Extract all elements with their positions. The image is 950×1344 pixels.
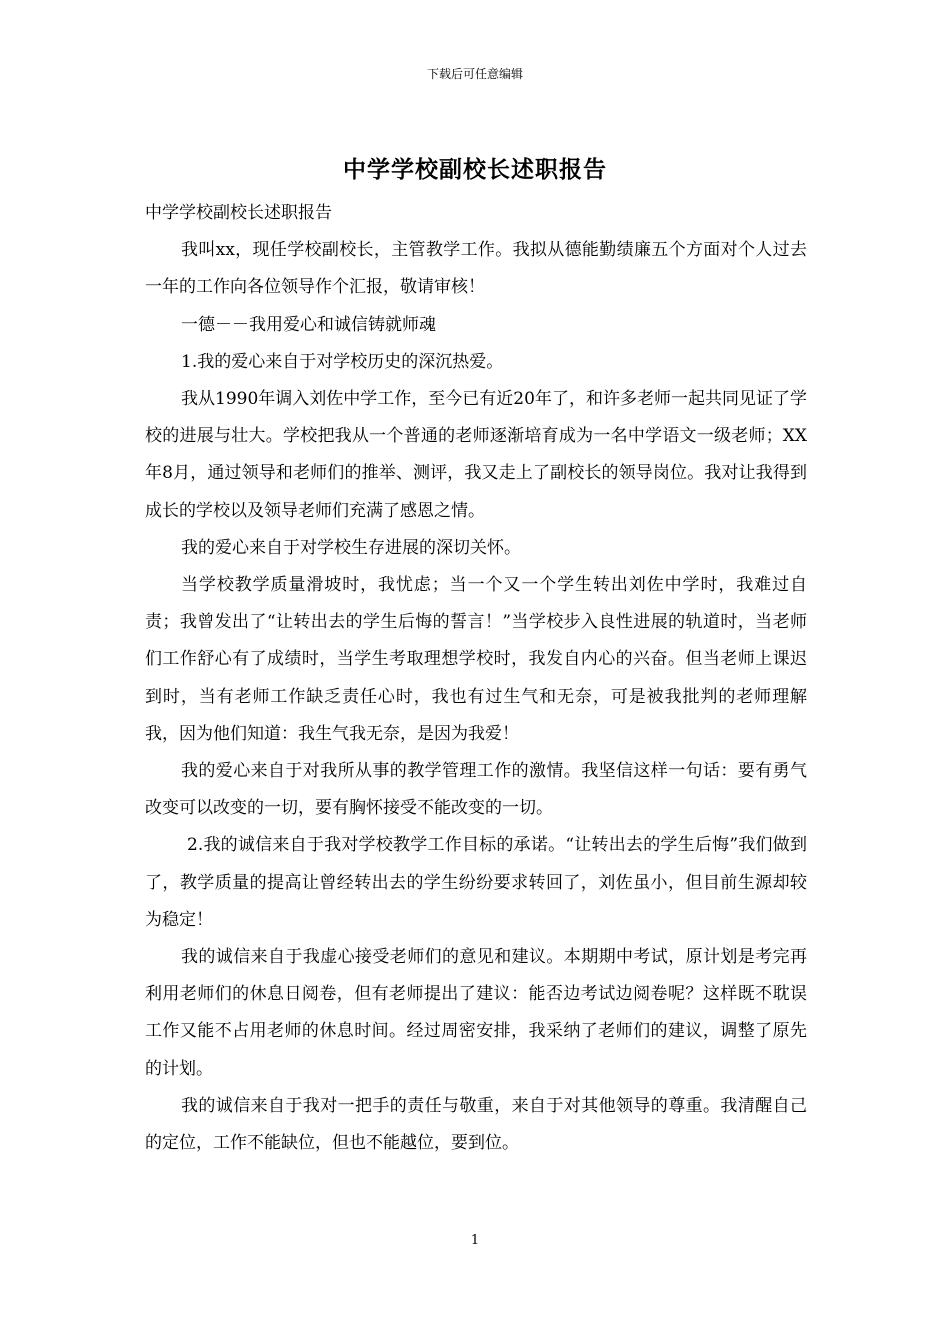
document-body <box>145 195 807 1162</box>
page-header-note: 下载后可任意编辑 <box>426 67 523 81</box>
paragraph-point-1: 1.我的爱心来自于对学校历史的深沉热爱。 <box>181 351 504 372</box>
paragraph-body: 我的爱心来自于对我所从事的教学管理工作的激情。我坚信这样一句话：要有勇气改变可以改变的一切，要有胸怀接受不能改变的一切。 <box>145 761 807 819</box>
paragraph-body: 我的爱心来自于对学校生存进展的深切关怀。 <box>181 537 521 558</box>
paragraph-subtitle: 中学学校副校长述职报告 <box>145 203 332 223</box>
paragraph-section-heading: 一德－－我用爱心和诚信铸就师魂 <box>181 314 436 335</box>
paragraph-intro: 我叫xx，现任学校副校长，主管教学工作。我拟从德能勤绩廉五个方面对个人过去一年的工作向各位领导作个汇报，敬请审核！ <box>145 240 807 298</box>
paragraph-body: 我的诚信来自于我虚心接受老师们的意见和建议。本期期中考试，原计划是考完再利用老师们的休息日阅卷，但有老师提出了建议：能否边考试边阅卷呢？这样既不耽误工作又能不占用老师的休息时间。经过周密安排，我采纳了老师们的建议，调整了原先的计划。 <box>145 947 807 1079</box>
paragraph-point-2: 2.我的诚信来自于我对学校教学工作目标的承诺。“让转出去的学生后悔”我们做到了，教学质量的提高让曾经转出去的学生纷纷要求转回了，刘佐虽小，但目前生源却较为稳定！ <box>145 835 807 930</box>
paragraph-body: 我从1990年调入刘佐中学工作，至今已有近20年了，和许多老师一起共同见证了学校的进展与壮大。学校把我从一个普通的老师逐渐培育成为一名中学语文一级老师；XX年8月，通过领导和老师们的推举、测评，我又走上了副校长的领导岗位。我对让我得到成长的学校以及领导老师们充满了感恩之情。 <box>145 389 807 521</box>
document-title: 中学学校副校长述职报告 <box>343 156 607 183</box>
paragraph-body: 当学校教学质量滑坡时，我忧虑；当一个又一个学生转出刘佐中学时，我难过自责；我曾发出了“让转出去的学生后悔的誓言！”当学校步入良性进展的轨道时，当老师们工作舒心有了成绩时，当学生考取理想学校时，我发自内心的兴奋。但当老师上课迟到时，当有老师工作缺乏责任心时，我也有过生气和无奈，可是被我批判的老师理解我，因为他们知道：我生气我无奈，是因为我爱！ <box>145 575 807 744</box>
page-number: 1 <box>470 1233 480 1248</box>
paragraph-body: 我的诚信来自于我对一把手的责任与敬重，来自于对其他领导的尊重。我清醒自己的定位，工作不能缺位，但也不能越位，要到位。 <box>145 1095 807 1154</box>
